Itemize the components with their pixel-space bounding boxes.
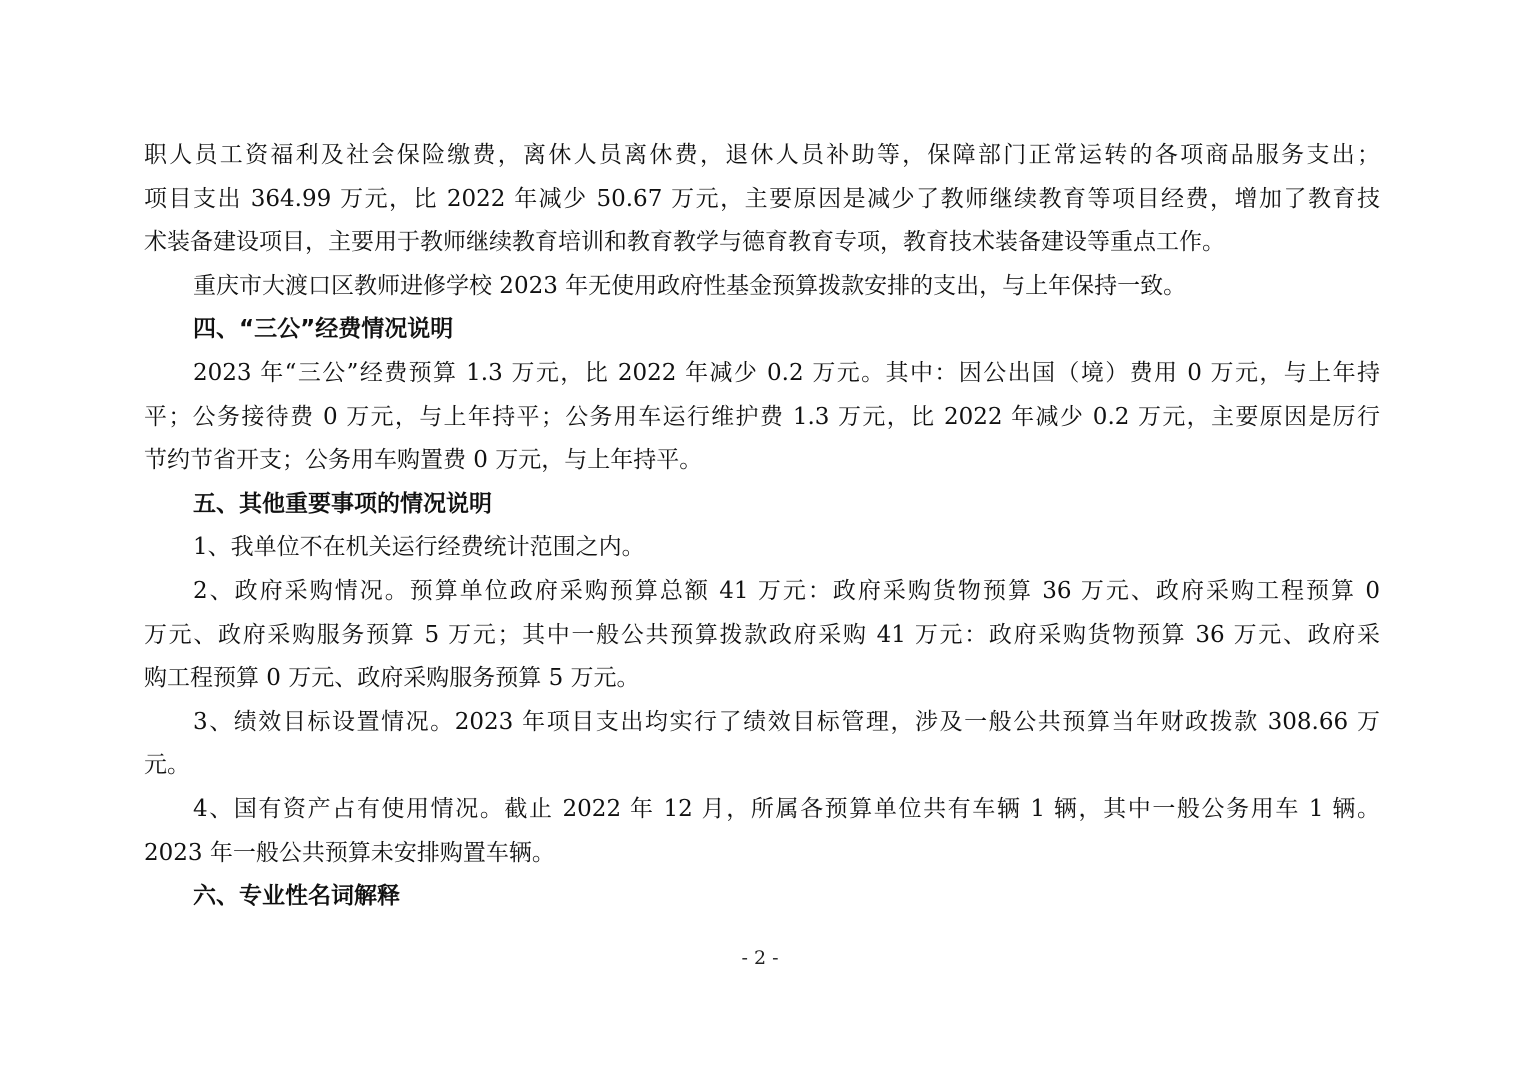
- text-line: 2023 年“三公”经费预算 1.3 万元，比 2022 年减少 0.2 万元。其中：因公出国（境）费用 0 万元，与上年持: [193, 359, 1380, 386]
- text-line: 职人员工资福利及社会保险缴费，离休人员离休费，退休人员补助等，保障部门正常运转的各项商品服务支出；: [144, 142, 1380, 168]
- text-line: 2、政府采购情况。预算单位政府采购预算总额 41 万元：政府采购货物预算 36 万元、政府采购工程预算 0: [193, 577, 1380, 604]
- text-line: 术装备建设项目，主要用于教师继续教育培训和教育教学与德育教育专项，教育技术装备建设等重点工作。: [144, 229, 1225, 256]
- body-paragraph: [144, 352, 1380, 483]
- heading-text: 五、其他重要事项的情况说明: [193, 490, 492, 517]
- heading-text: 六、专业性名词解释: [193, 883, 400, 910]
- text-line: 项目支出 364.99 万元，比 2022 年减少 50.67 万元，主要原因是减少了教师继续教育等项目经费，增加了教育技: [144, 185, 1380, 212]
- section-heading: [144, 483, 1380, 527]
- body-paragraph: [144, 701, 1380, 788]
- text-line: 万元、政府采购服务预算 5 万元；其中一般公共预算拨款政府采购 41 万元：政府采购货物预算 36 万元、政府采: [144, 621, 1380, 648]
- text-line: 1、我单位不在机关运行经费统计范围之内。: [193, 534, 645, 561]
- heading-text: 四、“三公”经费情况说明: [193, 316, 454, 343]
- text-line: 节约节省开支；公务用车购置费 0 万元，与上年持平。: [144, 447, 703, 474]
- document-body: [144, 134, 1380, 919]
- text-line: 元。: [144, 752, 190, 779]
- text-line: 重庆市大渡口区教师进修学校 2023 年无使用政府性基金预算拨款安排的支出，与上年保持一致。: [193, 272, 1187, 299]
- text-line: 平；公务接待费 0 万元，与上年持平；公务用车运行维护费 1.3 万元，比 2022 年减少 0.2 万元，主要原因是厉行: [144, 403, 1380, 430]
- text-line: 2023 年一般公共预算未安排购置车辆。: [144, 839, 555, 866]
- body-paragraph: [144, 570, 1380, 701]
- section-heading: [144, 875, 1380, 919]
- body-paragraph: [144, 788, 1380, 875]
- text-line: 4、国有资产占有使用情况。截止 2022 年 12 月，所属各预算单位共有车辆 1 辆，其中一般公务用车 1 辆。: [193, 795, 1380, 822]
- body-paragraph: [144, 134, 1380, 265]
- text-line: 3、绩效目标设置情况。2023 年项目支出均实行了绩效目标管理，涉及一般公共预算当年财政拨款 308.66 万: [193, 708, 1380, 735]
- page-number: - 2 -: [741, 947, 779, 969]
- body-paragraph: [144, 265, 1380, 309]
- body-paragraph: [144, 526, 1380, 570]
- section-heading: [144, 308, 1380, 352]
- text-line: 购工程预算 0 万元、政府采购服务预算 5 万元。: [144, 665, 640, 692]
